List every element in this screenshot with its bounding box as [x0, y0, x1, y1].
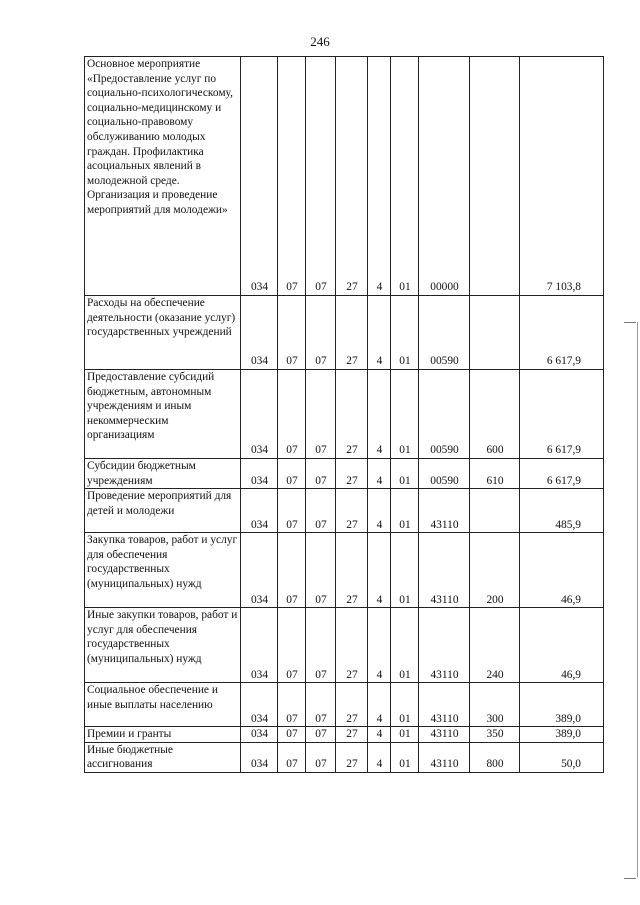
subprogram-cell: 4 — [368, 489, 391, 533]
sum-cell: 50,0 — [520, 742, 604, 772]
row-name-cell: Расходы на обеспечение деятельности (оказание услуг) государственных учреждений — [85, 296, 241, 370]
subsection-cell: 07 — [306, 296, 336, 370]
direction-code-cell: 43110 — [419, 742, 470, 772]
subsection-cell: 07 — [306, 370, 336, 459]
expense-type-cell: 610 — [470, 459, 520, 489]
expense-type-cell: 600 — [470, 370, 520, 459]
row-name-cell: Основное мероприятие «Предоставление услуг по социально-психологическому, социально-медицинскому и социально-правовому обслуживанию молодых граждан. Профилактика асоциальных явлений в молодежной среде. Организация и проведение мероприятий для молодежи» — [85, 57, 241, 296]
row-name-cell: Проведение мероприятий для детей и молодежи — [85, 489, 241, 533]
table-row — [85, 683, 604, 727]
subsection-cell: 07 — [306, 683, 336, 727]
expense-type-cell: 200 — [470, 533, 520, 608]
measure-cell: 01 — [391, 370, 419, 459]
sum-cell: 46,9 — [520, 533, 604, 608]
row-name-cell: Премии и гранты — [85, 727, 241, 743]
section-cell: 07 — [278, 533, 306, 608]
expense-type-cell — [470, 296, 520, 370]
budget-table-body — [85, 57, 604, 773]
row-name-cell: Закупка товаров, работ и услуг для обеспечения государственных (муниципальных) нужд — [85, 533, 241, 608]
section-cell: 07 — [278, 370, 306, 459]
subsection-cell: 07 — [306, 489, 336, 533]
subprogram-cell: 4 — [368, 727, 391, 743]
direction-code-cell: 43110 — [419, 727, 470, 743]
grbs-cell: 034 — [241, 370, 278, 459]
measure-cell: 01 — [391, 57, 419, 296]
expense-type-cell: 800 — [470, 742, 520, 772]
sum-cell: 389,0 — [520, 683, 604, 727]
expense-type-cell: 240 — [470, 608, 520, 683]
direction-code-cell: 00000 — [419, 57, 470, 296]
subsection-cell: 07 — [306, 727, 336, 743]
scan-edge-line — [637, 322, 638, 877]
table-row — [85, 459, 604, 489]
table-row — [85, 727, 604, 743]
direction-code-cell: 00590 — [419, 296, 470, 370]
table-row — [85, 608, 604, 683]
subsection-cell: 07 — [306, 57, 336, 296]
program-cell: 27 — [336, 608, 368, 683]
grbs-cell: 034 — [241, 742, 278, 772]
direction-code-cell: 43110 — [419, 533, 470, 608]
row-name-cell: Иные бюджетные ассигнования — [85, 742, 241, 772]
grbs-cell: 034 — [241, 727, 278, 743]
section-cell: 07 — [278, 608, 306, 683]
expense-type-cell: 300 — [470, 683, 520, 727]
grbs-cell: 034 — [241, 296, 278, 370]
expense-type-cell — [470, 489, 520, 533]
table-row — [85, 742, 604, 772]
program-cell: 27 — [336, 742, 368, 772]
subprogram-cell: 4 — [368, 683, 391, 727]
sum-cell: 6 617,9 — [520, 296, 604, 370]
section-cell: 07 — [278, 459, 306, 489]
row-name-cell: Предоставление субсидий бюджетным, автономным учреждениям и иным некоммерческим организациям — [85, 370, 241, 459]
row-name-cell: Иные закупки товаров, работ и услуг для обеспечения государственных (муниципальных) нужд — [85, 608, 241, 683]
subprogram-cell: 4 — [368, 57, 391, 296]
subsection-cell: 07 — [306, 459, 336, 489]
table-row — [85, 370, 604, 459]
measure-cell: 01 — [391, 683, 419, 727]
section-cell: 07 — [278, 57, 306, 296]
sum-cell: 6 617,9 — [520, 370, 604, 459]
grbs-cell: 034 — [241, 57, 278, 296]
sum-cell: 6 617,9 — [520, 459, 604, 489]
measure-cell: 01 — [391, 489, 419, 533]
row-name-cell: Социальное обеспечение и иные выплаты населению — [85, 683, 241, 727]
program-cell: 27 — [336, 57, 368, 296]
table-row — [85, 533, 604, 608]
subprogram-cell: 4 — [368, 296, 391, 370]
measure-cell: 01 — [391, 459, 419, 489]
program-cell: 27 — [336, 533, 368, 608]
program-cell: 27 — [336, 489, 368, 533]
section-cell: 07 — [278, 742, 306, 772]
subsection-cell: 07 — [306, 742, 336, 772]
measure-cell: 01 — [391, 533, 419, 608]
table-row — [85, 57, 604, 296]
measure-cell: 01 — [391, 727, 419, 743]
grbs-cell: 034 — [241, 489, 278, 533]
subprogram-cell: 4 — [368, 370, 391, 459]
section-cell: 07 — [278, 683, 306, 727]
program-cell: 27 — [336, 727, 368, 743]
direction-code-cell: 43110 — [419, 683, 470, 727]
sum-cell: 389,0 — [520, 727, 604, 743]
budget-table — [84, 56, 604, 773]
grbs-cell: 034 — [241, 683, 278, 727]
row-name-cell: Субсидии бюджетным учреждениям — [85, 459, 241, 489]
sum-cell: 46,9 — [520, 608, 604, 683]
section-cell: 07 — [278, 296, 306, 370]
table-row — [85, 489, 604, 533]
measure-cell: 01 — [391, 608, 419, 683]
scan-edge-tick — [624, 878, 636, 879]
subsection-cell: 07 — [306, 533, 336, 608]
sum-cell: 7 103,8 — [520, 57, 604, 296]
program-cell: 27 — [336, 296, 368, 370]
subprogram-cell: 4 — [368, 533, 391, 608]
program-cell: 27 — [336, 683, 368, 727]
direction-code-cell: 43110 — [419, 489, 470, 533]
measure-cell: 01 — [391, 296, 419, 370]
program-cell: 27 — [336, 459, 368, 489]
page-number: 246 — [310, 34, 330, 49]
expense-type-cell — [470, 57, 520, 296]
program-cell: 27 — [336, 370, 368, 459]
measure-cell: 01 — [391, 742, 419, 772]
expense-type-cell: 350 — [470, 727, 520, 743]
grbs-cell: 034 — [241, 608, 278, 683]
section-cell: 07 — [278, 489, 306, 533]
subprogram-cell: 4 — [368, 742, 391, 772]
sum-cell: 485,9 — [520, 489, 604, 533]
direction-code-cell: 00590 — [419, 459, 470, 489]
subprogram-cell: 4 — [368, 608, 391, 683]
scan-edge-tick — [624, 322, 636, 323]
direction-code-cell: 43110 — [419, 608, 470, 683]
grbs-cell: 034 — [241, 459, 278, 489]
table-row — [85, 296, 604, 370]
grbs-cell: 034 — [241, 533, 278, 608]
direction-code-cell: 00590 — [419, 370, 470, 459]
section-cell: 07 — [278, 727, 306, 743]
subsection-cell: 07 — [306, 608, 336, 683]
subprogram-cell: 4 — [368, 459, 391, 489]
